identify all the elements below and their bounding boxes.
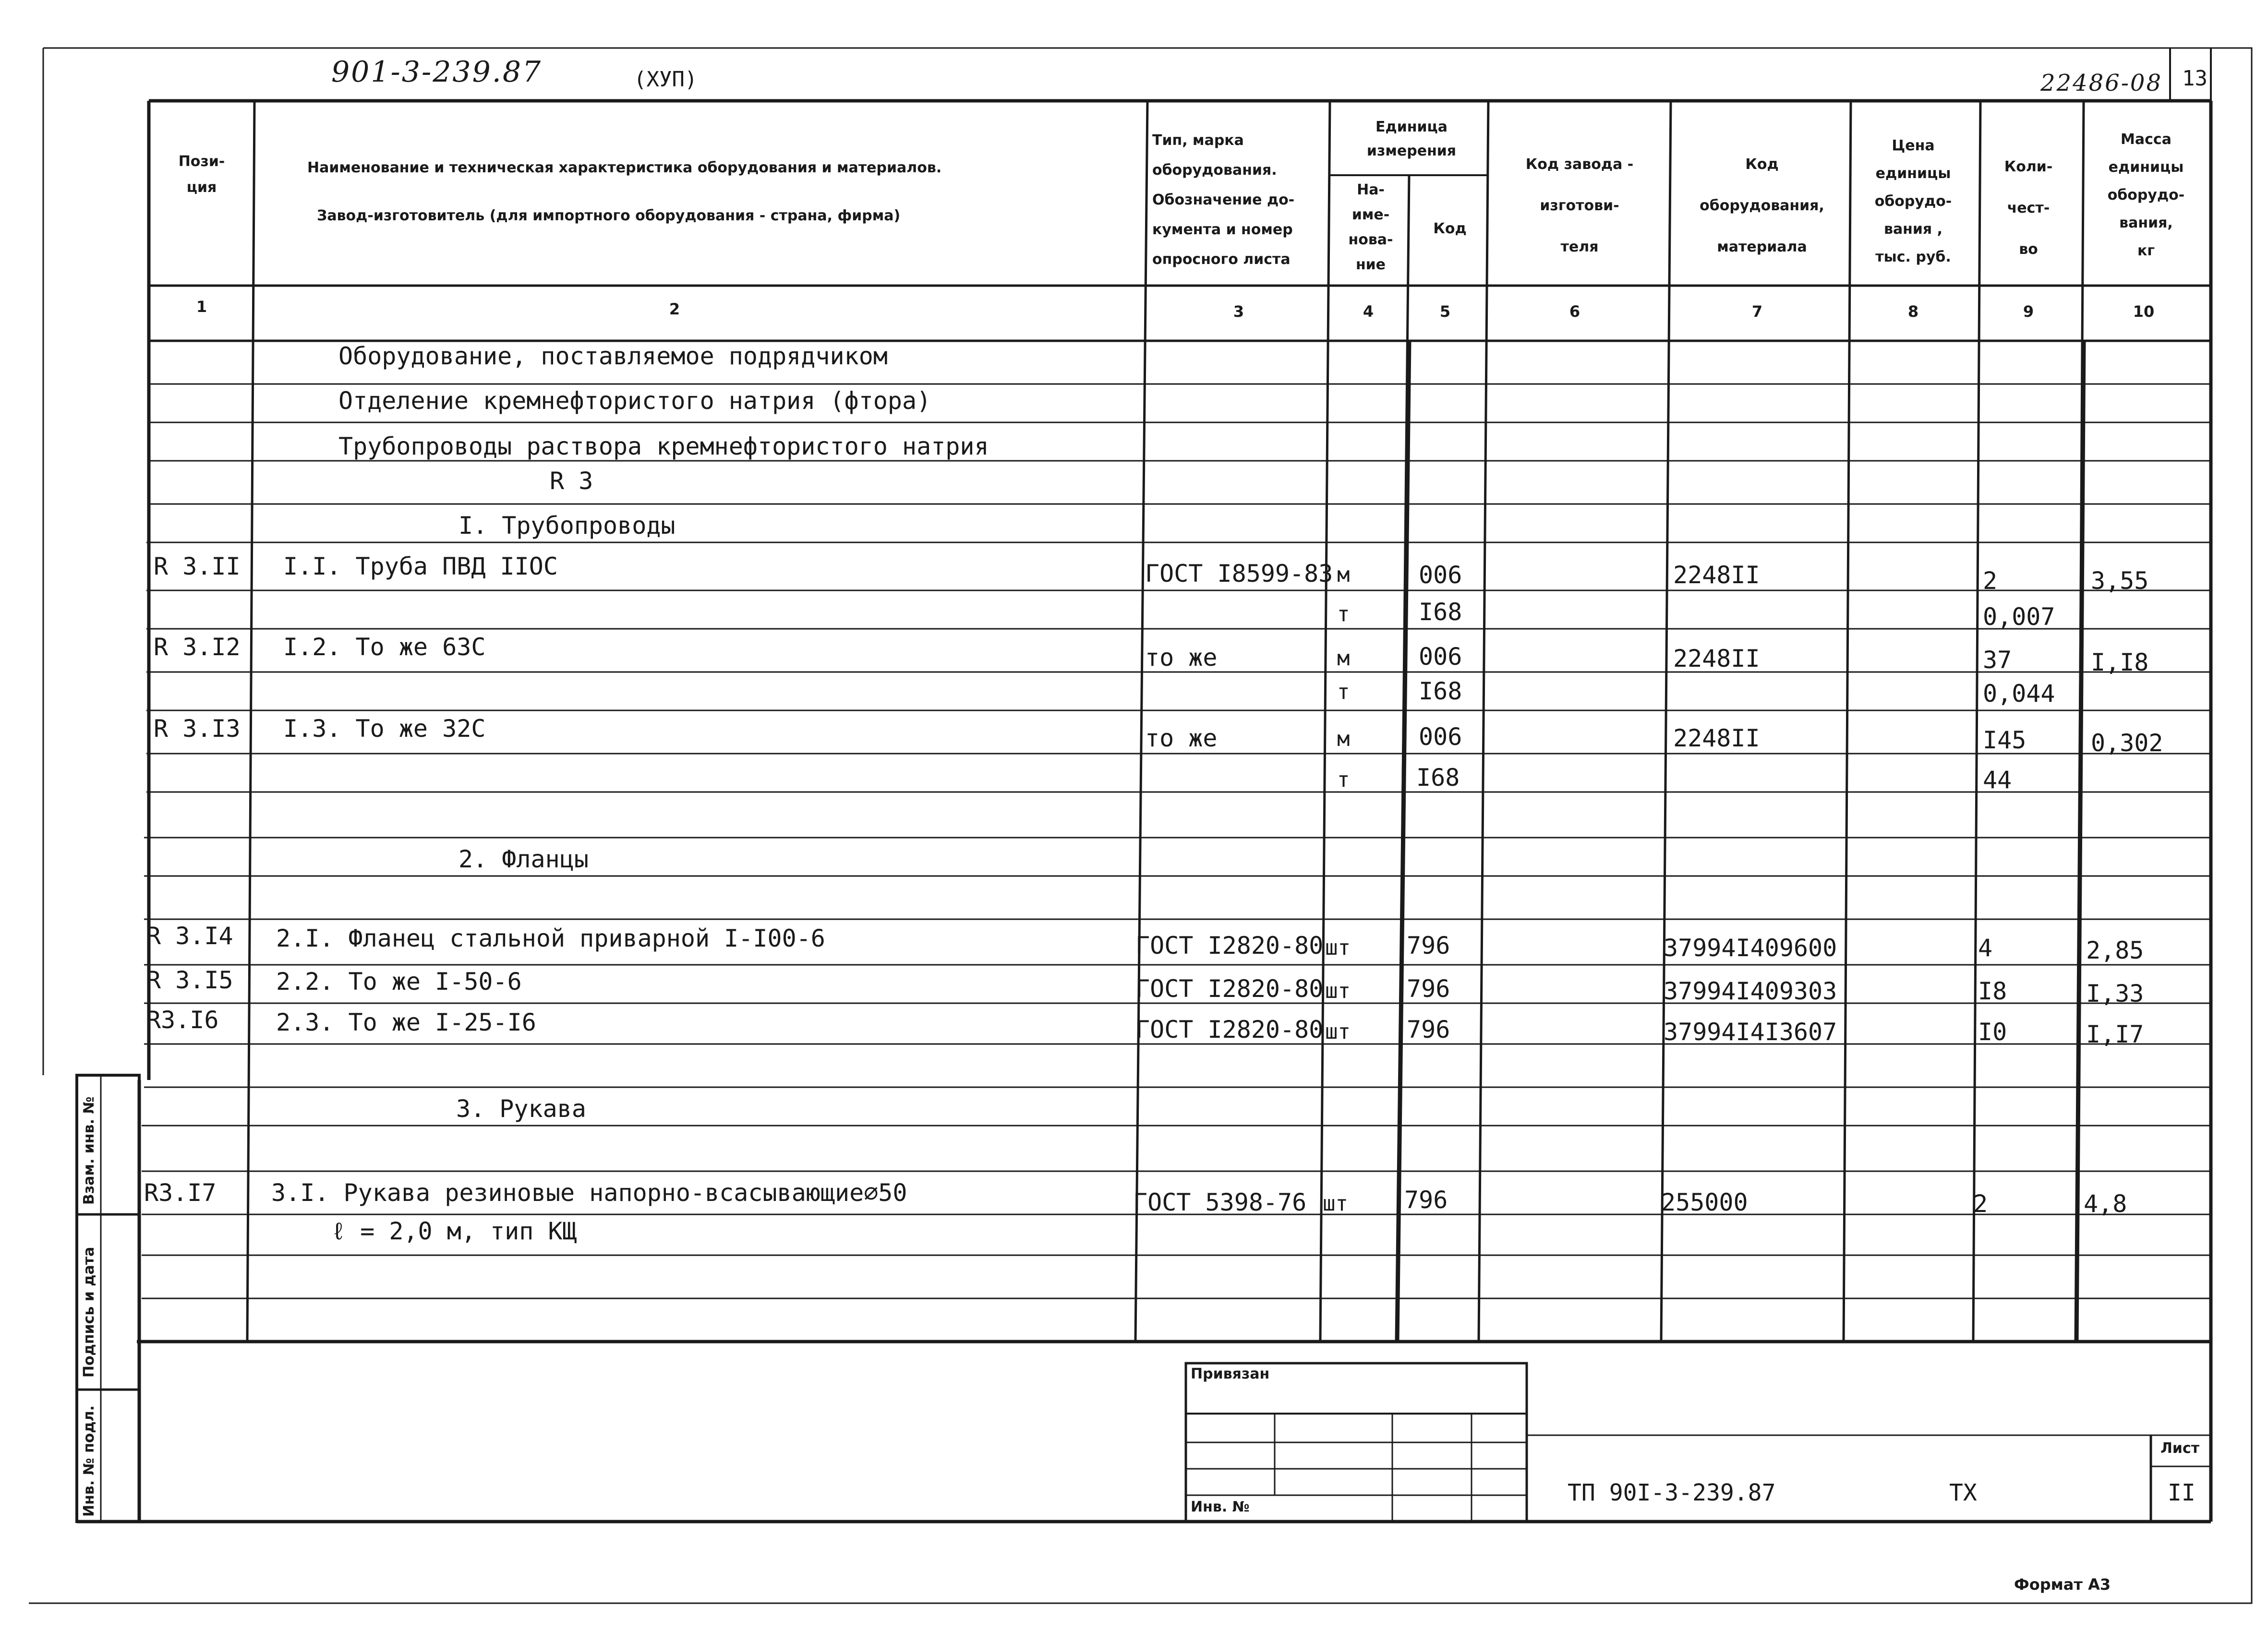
table-row-unit: шт — [1325, 1020, 1351, 1044]
table-row-position: R 3.I5 — [146, 966, 233, 994]
table-row-unit-code: 796 — [1407, 932, 1450, 960]
table-row-unit: м — [1337, 727, 1350, 751]
table-row-unit: т — [1337, 768, 1350, 792]
table-row-doc: ГОСТ I2820-80 — [1135, 932, 1324, 960]
table-row-name: I.2. То же 63С — [283, 633, 486, 661]
table-row-material-code: 37994I4I3607 — [1664, 1018, 1837, 1046]
table-row-material-code: 2248II — [1673, 561, 1760, 589]
table-row-position: R 3.I4 — [146, 922, 233, 950]
archive-number: 22486-08 — [2040, 70, 2162, 96]
stamp-inv-label: Инв. № — [1191, 1499, 1250, 1515]
table-row-mass: I,I8 — [2091, 648, 2149, 676]
table-row-unit: м — [1337, 646, 1350, 671]
section-title: Трубопроводы раствора кремнефтористого натрия — [338, 432, 989, 460]
table-row-name: ℓ = 2,0 м, тип КЩ — [331, 1217, 577, 1245]
table-row-doc: то же — [1145, 724, 1218, 752]
section-title: 2. Фланцы — [458, 845, 589, 873]
table-row-quantity: I45 — [1983, 726, 2027, 754]
table-row-name: 2.2. То же I-50-6 — [276, 968, 522, 996]
column-number: 7 — [1751, 302, 1763, 321]
column-number: 10 — [2133, 302, 2155, 321]
section-title: Оборудование, поставляемое подрядчиком — [338, 342, 888, 370]
table-row-quantity: I8 — [1978, 977, 2007, 1005]
table-row-doc: ГОСТ I2820-80 — [1135, 1016, 1324, 1044]
table-row-unit-code: 006 — [1419, 643, 1462, 671]
table-row-unit: м — [1337, 563, 1350, 587]
table-row-name: I.3. То же 32С — [283, 715, 486, 743]
header-unit-name: На- име- нова- ние — [1348, 181, 1393, 273]
table-row-position: R3.I6 — [146, 1006, 219, 1034]
header-factory-code: Код завода - изготови- теля — [1525, 156, 1634, 255]
table-row-doc: то же — [1145, 644, 1218, 672]
table-row-name: 2.3. То же I-25-I6 — [276, 1008, 536, 1036]
section-title: R 3 — [550, 467, 593, 495]
table-row-material-code: 37994I409303 — [1664, 977, 1837, 1005]
table-row-unit-code: I68 — [1419, 677, 1462, 705]
section-title: I. Трубопроводы — [458, 512, 676, 540]
table-row-quantity: 2 — [1983, 567, 1998, 595]
table-row-mass: 3,55 — [2091, 567, 2149, 595]
column-number: 3 — [1233, 302, 1244, 321]
table-row-position: R 3.I2 — [154, 633, 241, 661]
header-type: Тип, марка оборудования. Обозначение до- кумента и номер опросного листа — [1152, 132, 1295, 268]
table-row-quantity: 37 — [1983, 646, 2012, 674]
table-row-position: R3.I7 — [144, 1179, 217, 1207]
table-row-unit-code: I68 — [1416, 764, 1460, 792]
table-row-doc: ГОСТ I8599-83 — [1145, 560, 1333, 588]
table-row-quantity: 4 — [1978, 934, 1993, 962]
header-price: Цена единицы оборудо- вания , тыс. руб. — [1874, 137, 1952, 265]
table-row-material-code: 37994I409600 — [1664, 934, 1837, 962]
table-row-unit: т — [1337, 680, 1350, 704]
column-number: 2 — [669, 300, 680, 318]
side-label-podpis: Подпись и дата — [81, 1247, 97, 1378]
table-row-unit: шт — [1325, 979, 1351, 1003]
column-number: 4 — [1363, 302, 1374, 321]
table-row-unit-code: I68 — [1419, 598, 1462, 626]
format-label: Формат А3 — [2014, 1575, 2111, 1594]
header-unit: Единица измерения — [1366, 119, 1457, 159]
column-number: 1 — [196, 298, 207, 316]
column-number: 5 — [1439, 302, 1451, 321]
stamp-doc-code: ТП 90I-3-239.87 — [1568, 1479, 1776, 1506]
column-number: 8 — [1907, 302, 1919, 321]
table-row-unit-code: 006 — [1419, 561, 1462, 589]
side-label-vzam: Взам. инв. № — [81, 1096, 97, 1205]
table-row-mass: I,I7 — [2086, 1020, 2144, 1048]
header-name: Наименование и техническая характеристика оборудования и материалов. Завод-изготовитель (для импортного оборудования - страна, фирма) — [307, 159, 942, 224]
page-number: 13 — [2182, 66, 2208, 91]
table-row-position: R 3.II — [154, 552, 241, 580]
table-row-quantity: 44 — [1983, 766, 2012, 794]
table-row-unit-code: 796 — [1404, 1186, 1448, 1214]
table-row-mass: 2,85 — [2086, 936, 2144, 964]
section-title: 3. Рукава — [456, 1095, 586, 1123]
table-row-material-code: 2248II — [1673, 645, 1760, 672]
table-row-mass: 4,8 — [2084, 1190, 2127, 1218]
header-quantity: Коли- чест- во — [2004, 158, 2053, 258]
table-row-doc: ГОСТ 5398-76 — [1133, 1188, 1307, 1216]
table-row-material-code: 2248II — [1673, 724, 1760, 752]
table-row-quantity: I0 — [1978, 1018, 2007, 1046]
table-row-name: 2.I. Фланец стальной приварной I-I00-6 — [276, 924, 825, 952]
stamp-section: ТХ — [1949, 1479, 1977, 1506]
volume-label: (ХУП) — [634, 67, 698, 92]
table-row-mass: 0,302 — [2091, 729, 2163, 757]
header-equipment-code: Код оборудования, материала — [1700, 156, 1824, 255]
header-mass: Масса единицы оборудо- вания, кг — [2107, 131, 2185, 259]
table-row-mass: I,33 — [2086, 980, 2144, 1008]
project-code: 901-3-239.87 — [331, 55, 543, 89]
table-row-unit: шт — [1325, 936, 1351, 960]
table-row-quantity: 0,044 — [1983, 680, 2055, 708]
section-title: Отделение кремнефтористого натрия (фтора) — [338, 387, 931, 415]
stamp-sheet-label: Лист — [2160, 1440, 2200, 1457]
table-row-name: I.I. Труба ПВД IIOC — [283, 552, 558, 580]
table-row-unit-code: 006 — [1419, 723, 1462, 751]
table-row-material-code: 255000 — [1661, 1188, 1748, 1216]
stamp-bound-label: Привязан — [1191, 1366, 1270, 1382]
header-position: Пози- ция — [178, 153, 225, 196]
header-unit-code: Код — [1433, 220, 1467, 237]
table-row-unit-code: 796 — [1407, 975, 1450, 1003]
table-row-quantity: 2 — [1973, 1190, 1988, 1218]
column-number: 6 — [1569, 302, 1580, 321]
side-label-inv-podl: Инв. № подл. — [81, 1405, 97, 1517]
table-row-doc: ГОСТ I2820-80 — [1135, 975, 1324, 1003]
table-row-unit-code: 796 — [1407, 1016, 1450, 1044]
table-row-name: 3.I. Рукава резиновые напорно-всасывающие⌀50 — [271, 1179, 907, 1207]
table-row-position: R 3.I3 — [154, 715, 241, 743]
table-row-unit: шт — [1323, 1191, 1348, 1216]
column-number: 9 — [2023, 302, 2034, 321]
stamp-sheet-number: II — [2168, 1479, 2196, 1506]
table-row-unit: т — [1337, 602, 1350, 626]
table-row-quantity: 0,007 — [1983, 603, 2055, 631]
